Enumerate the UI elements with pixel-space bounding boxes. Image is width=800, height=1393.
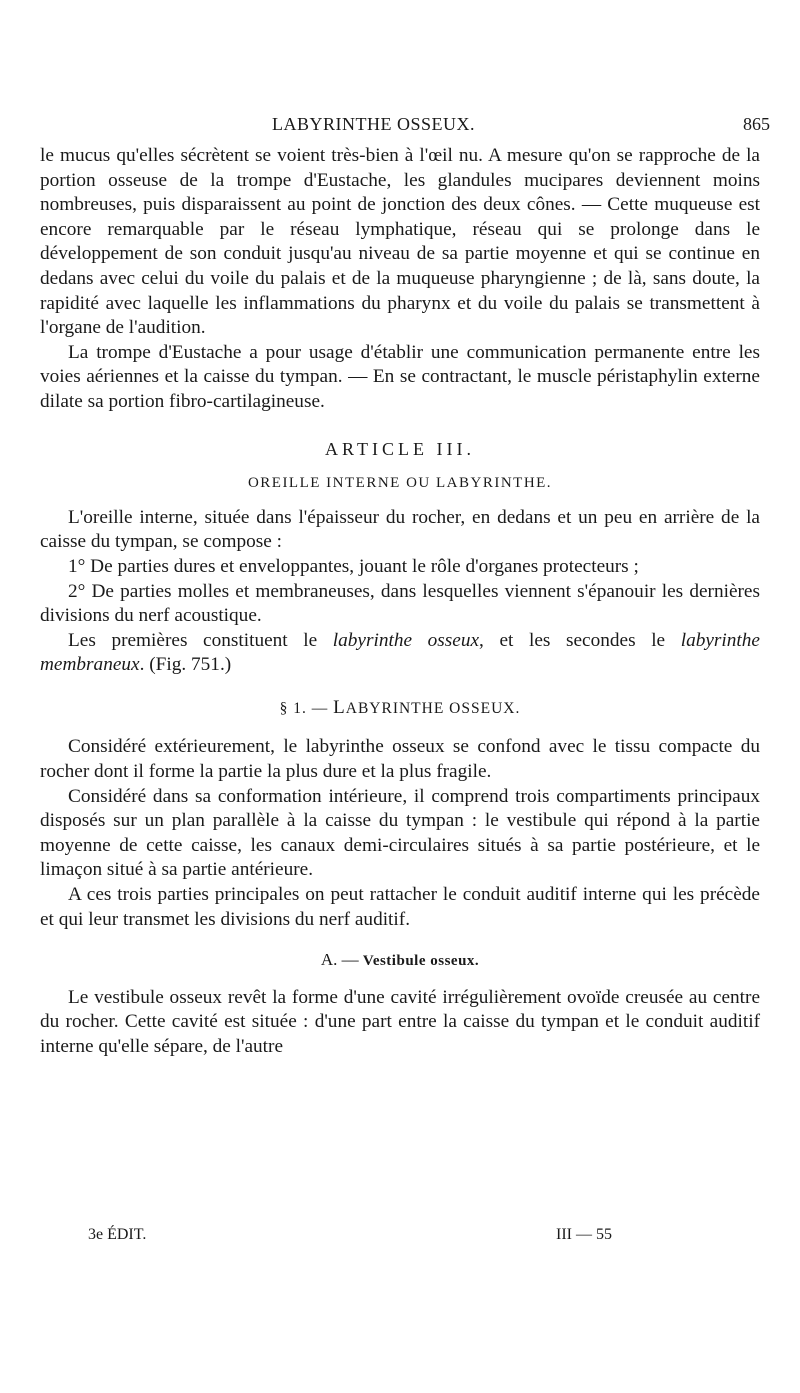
section-number: § 1. — — [279, 699, 329, 717]
paragraph: le mucus qu'elles sécrètent se voient très-bien à l'œil nu. A mesure qu'on se rapproche de la portion osseuse de la trompe d'Eustache, les glandules mucipares deviennent moins nombreuses, puis disparaissent au point de jonction des deux cônes. — Cette muqueuse est encore remarquable par le réseau lymphatique, réseau qui se prolonge dans le développement de son conduit jusqu'au niveau de sa partie moyenne et qui se continue en dedans avec celui du voile du palais et de la muqueuse pharyngienne ; de là, sans doute, la rapidité avec laquelle les inflammations du pharynx et du voile du palais se transmettent à l'organe de l'audition. — [40, 145, 760, 339]
paragraph: A ces trois parties principales on peut rattacher le conduit auditif interne qui les précède et qui leur transmet les divisions du nerf auditif. — [40, 884, 760, 930]
paragraph: Le vestibule osseux revêt la forme d'une cavité irrégulièrement ovoïde creusée au centre du rocher. Cette cavité est située : d'une part entre la caisse du tympan et le conduit auditif interne qu'elle sépare, de l'autre — [40, 986, 760, 1057]
body-text — [40, 144, 760, 1060]
paragraph: L'oreille interne, située dans l'épaisseur du rocher, en dedans et un peu en arrière de la caisse du tympan, se compose : — [40, 506, 760, 553]
text-run: Les premières constituent le — [68, 629, 333, 651]
paragraph: Considéré extérieurement, le labyrinthe osseux se confond avec le tissu compacte du rocher dont il forme la partie la plus dure et la plus fragile. — [40, 736, 760, 783]
subsection-heading — [40, 948, 760, 974]
paragraph: La trompe d'Eustache a pour usage d'établir une communication permanente entre les voies aériennes et la caisse du tympan. — En se contractant, le muscle péristaphylin externe dilate sa portion fibro-cartilagineuse. — [40, 341, 760, 412]
edition-mark: 3e ÉDIT. — [88, 1226, 147, 1243]
signature-mark: III — 55 — [556, 1226, 612, 1243]
section-heading — [40, 696, 760, 722]
section-title: ABYRINTHE OSSEUX. — [345, 699, 521, 717]
subsection-title: Vestibule osseux. — [362, 953, 480, 970]
italic-term: labyrinthe membraneux — [40, 629, 760, 676]
list-item: 1° De parties dures et enveloppantes, jouant le rôle d'organes protecteurs ; — [68, 555, 639, 577]
article-subheading: OREILLE INTERNE OU LABYRINTHE. — [247, 475, 553, 492]
italic-term: labyrinthe osseux — [332, 629, 480, 651]
subsection-letter: A. — — [320, 950, 359, 970]
page-footer — [88, 1226, 688, 1250]
paragraph — [40, 629, 760, 678]
text-run: , et les secondes le — [479, 629, 681, 651]
running-head — [0, 114, 800, 140]
page-number: 865 — [743, 114, 770, 134]
running-title: LABYRINTHE OSSEUX. — [272, 114, 476, 134]
list-item: 2° De parties molles et membraneuses, dans lesquelles viennent s'épanouir les dernières divisions du nerf acoustique. — [40, 580, 760, 627]
section-initial: L — [333, 696, 346, 718]
article-heading: ARTICLE III. — [325, 438, 475, 459]
paragraph: Considéré dans sa conformation intérieure, il comprend trois compartiments principaux disposés sur un plan parallèle à la caisse du tympan : le vestibule qui répond à la partie moyenne de cette caisse, les canaux demi-circulaires situés à sa partie postérieure, et le limaçon situé à sa partie antérieure. — [40, 785, 760, 881]
text-run: . (Fig. 751.) — [139, 654, 232, 676]
